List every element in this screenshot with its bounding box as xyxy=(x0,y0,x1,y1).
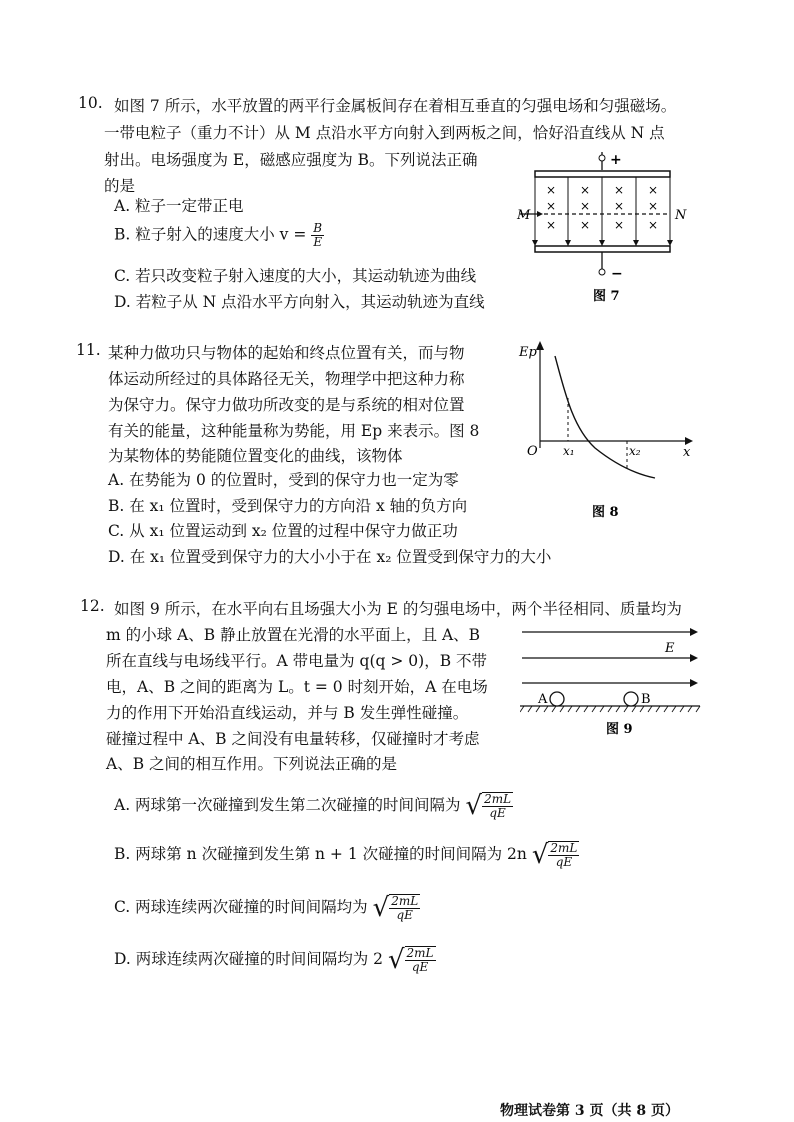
q12-option-d xyxy=(114,945,436,975)
fig8-xlabel: x xyxy=(683,445,691,460)
cross-icon: × xyxy=(545,218,557,232)
fig8-x2: x₂ xyxy=(629,444,641,458)
q11-stem-line: 为保守力。保守力做功所改变的是与系统的相对位置 xyxy=(108,396,465,414)
q11-number: 11. xyxy=(76,341,101,359)
q12-option-a-text: A. 两球第一次碰撞到发生第二次碰撞的时间间隔为 xyxy=(114,796,461,814)
q10-number: 10. xyxy=(78,94,103,112)
fig7-label-m: M xyxy=(517,208,531,223)
sqrt-expression: √ $\frac{2mL}{qE}$ xyxy=(531,840,578,870)
q10-option-d: D. 若粒子从 N 点沿水平方向射入，其运动轨迹为直线 xyxy=(114,293,485,311)
sqrt-expression: √ $\frac{2mL}{qE}$ xyxy=(387,945,434,975)
sqrt-den: qE xyxy=(396,908,413,922)
q12-stem-line: 碰撞过程中 A、B 之间没有电量转移，仅碰撞时才考虑 xyxy=(106,730,480,748)
q11-option-c: C. 从 x₁ 位置运动到 x₂ 位置的过程中保守力做正功 xyxy=(108,522,458,540)
fig7-caption: 图 7 xyxy=(593,289,620,304)
fig9-ball-b-label: B xyxy=(641,692,651,707)
q11-option-a: A. 在势能为 0 的位置时，受到的保守力也一定为零 xyxy=(108,471,459,489)
q12-stem-line: m 的小球 A、B 静止放置在光滑的水平面上，且 A、B xyxy=(106,626,481,644)
cross-icon: × xyxy=(579,218,591,232)
q12-stem-line: 所在直线与电场线平行。A 带电量为 q(q > 0)，B 不带 xyxy=(106,652,488,670)
cross-icon: × xyxy=(579,183,591,197)
figure-9 xyxy=(520,620,705,750)
fig8-origin: O xyxy=(527,444,538,459)
cross-icon: × xyxy=(647,199,659,213)
fig8-x1: x₁ xyxy=(563,444,575,458)
q12-stem-line: 如图 9 所示，在水平向右且场强大小为 E 的匀强电场中，两个半径相同、质量均为 xyxy=(114,600,682,618)
q10-option-a: A. 粒子一定带正电 xyxy=(114,197,244,215)
fig8-caption: 图 8 xyxy=(592,505,619,520)
q12-option-b-text: B. 两球第 n 次碰撞到发生第 n + 1 次碰撞的时间间隔为 2n xyxy=(114,845,527,863)
fig9-caption: 图 9 xyxy=(606,722,633,737)
cross-icon: × xyxy=(613,199,625,213)
q12-stem-line: 力的作用下开始沿直线运动，并与 B 发生弹性碰撞。 xyxy=(106,704,469,722)
q11-stem-line: 体运动所经过的具体路径无关，物理学中把这种力称 xyxy=(108,370,465,388)
q10-stem-line: 射出。电场强度为 E，磁感应强度为 B。下列说法正确 xyxy=(104,151,478,169)
cross-icon: × xyxy=(613,218,625,232)
sqrt-den: qE xyxy=(411,960,429,974)
page-footer: 物理试卷第 3 页（共 8 页） xyxy=(500,1103,679,1119)
q10-option-b xyxy=(114,222,324,249)
sqrt-expression: √ $\frac{2mL}{qE}$ xyxy=(465,791,512,821)
q10-frac-den: E xyxy=(313,235,323,249)
q12-number: 12. xyxy=(80,597,105,615)
q12-option-a xyxy=(114,791,513,821)
q12-option-c-text: C. 两球连续两次碰撞的时间间隔均为 xyxy=(114,898,368,916)
q12-stem-line: 电，A、B 之间的距离为 L。t = 0 时刻开始，A 在电场 xyxy=(106,678,488,696)
q11-stem-line: 某种力做功只与物体的起始和终点位置有关，而与物 xyxy=(108,344,465,362)
sqrt-num: 2mL xyxy=(484,792,512,806)
fig9-field-label: E xyxy=(665,641,675,656)
figure-7 xyxy=(515,150,695,310)
cross-icon: × xyxy=(647,218,659,232)
fig9-ball-a-label: A xyxy=(538,692,548,707)
cross-icon: × xyxy=(545,199,557,213)
sqrt-num: 2mL xyxy=(406,946,434,960)
q10-stem-line: 如图 7 所示，水平放置的两平行金属板间存在着相互垂直的匀强电场和匀强磁场。 xyxy=(114,97,677,115)
sqrt-num: 2mL xyxy=(550,841,578,855)
cross-icon: × xyxy=(613,183,625,197)
ball-a xyxy=(550,692,564,706)
fig7-label-n: N xyxy=(675,208,687,223)
cross-icon: × xyxy=(647,183,659,197)
potential-curve xyxy=(555,356,655,478)
q12-option-b xyxy=(114,840,579,870)
fig7-minus: − xyxy=(611,266,623,282)
q12-stem-line: A、B 之间的相互作用。下列说法正确的是 xyxy=(106,755,398,773)
q10-frac-num: B xyxy=(313,221,323,235)
q10-velocity-fraction xyxy=(311,222,324,249)
sqrt-expression: √ $\frac{2mL}{qE}$ xyxy=(372,893,419,923)
cross-icon: × xyxy=(579,199,591,213)
q11-stem-line: 为某物体的势能随位置变化的曲线，该物体 xyxy=(108,447,403,465)
sqrt-den: qE xyxy=(489,806,506,820)
ball-b xyxy=(624,692,638,706)
q11-option-d: D. 在 x₁ 位置受到保守力的大小小于在 x₂ 位置受到保守力的大小 xyxy=(108,548,552,566)
q10-option-b-text: B. 粒子射入的速度大小 v = xyxy=(114,225,307,244)
q12-option-c xyxy=(114,893,420,923)
figure-8 xyxy=(515,338,695,523)
cross-icon: × xyxy=(545,183,557,197)
q11-option-b: B. 在 x₁ 位置时，受到保守力的方向沿 x 轴的负方向 xyxy=(108,497,468,515)
q11-stem-line: 有关的能量，这种能量称为势能，用 Ep 来表示。图 8 xyxy=(108,422,480,440)
fig8-ylabel: Ep xyxy=(519,345,537,360)
sqrt-num: 2mL xyxy=(391,894,419,908)
q10-stem-line: 一带电粒子（重力不计）从 M 点沿水平方向射入到两板之间，恰好沿直线从 N 点 xyxy=(104,124,665,142)
q10-option-c: C. 若只改变粒子射入速度的大小，其运动轨迹为曲线 xyxy=(114,267,477,285)
q12-option-d-text: D. 两球连续两次碰撞的时间间隔均为 2 xyxy=(114,950,384,968)
sqrt-den: qE xyxy=(555,855,573,869)
q10-stem-line: 的是 xyxy=(104,177,136,195)
fig7-plus: + xyxy=(610,152,622,168)
